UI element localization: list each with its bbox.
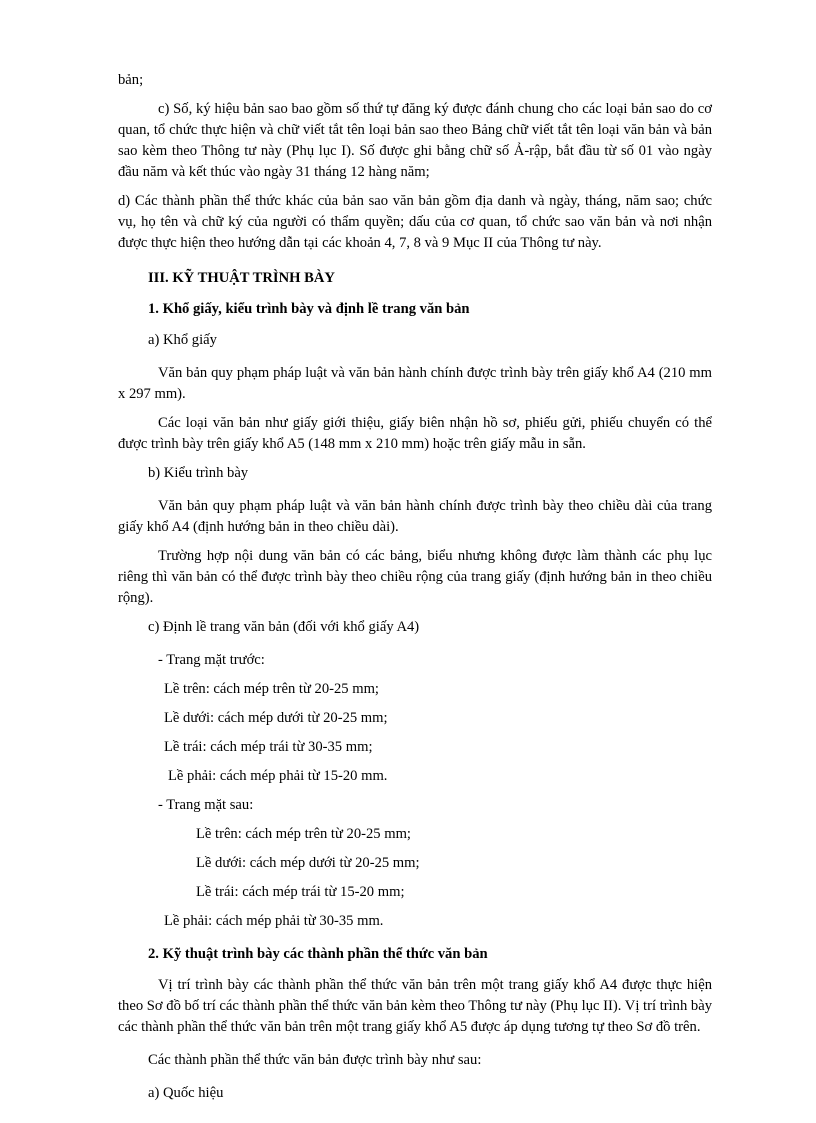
margin-line: Lề dưới: cách mép dưới từ 20-25 mm; <box>196 855 420 871</box>
margin-line: Lề trái: cách mép trái từ 15-20 mm; <box>196 884 405 900</box>
text-line: bản; <box>118 72 144 88</box>
item-c-dinh-le: c) Định lề trang văn bản (đối với khổ giấy A4) <box>148 619 420 635</box>
section-heading-iii: III. KỸ THUẬT TRÌNH BÀY <box>148 270 335 286</box>
item-b-kieu-trinh-bay: b) Kiểu trình bày <box>148 465 249 481</box>
paragraph-cac-thanh-phan: Các thành phần thể thức văn bản được trình bày như sau: <box>148 1052 482 1068</box>
paragraph-chieu-dai: Văn bản quy phạm pháp luật và văn bản hành chính được trình bày theo chiều dài của trang giấy khổ A4 (định hướng bản in theo chiều dài). <box>118 498 712 535</box>
item-a-quoc-hieu: a) Quốc hiệu <box>148 1085 224 1101</box>
list-trang-mat-sau: - Trang mặt sau: <box>158 797 254 813</box>
margin-line: Lề trên: cách mép trên từ 20-25 mm; <box>164 681 379 697</box>
list-trang-mat-truoc: - Trang mặt trước: <box>158 652 265 668</box>
margin-line: Lề dưới: cách mép dưới từ 20-25 mm; <box>164 710 388 726</box>
subsection-heading-2: 2. Kỹ thuật trình bày các thành phần thể thức văn bản <box>148 946 488 962</box>
subsection-heading-1: 1. Khổ giấy, kiểu trình bày và định lề trang văn bản <box>148 301 470 317</box>
paragraph-a4: Văn bản quy phạm pháp luật và văn bản hành chính được trình bày trên giấy khổ A4 (210 mm x 297 mm). <box>118 365 712 402</box>
paragraph-c-so-ky-hieu: c) Số, ký hiệu bản sao bao gồm số thứ tự đăng ký được đánh chung cho các loại bản sao do cơ quan, tổ chức thực hiện và chữ viết tắt tên loại bản sao theo Bảng chữ viết tắt tên loại văn bản và bản sao kèm theo Thông tư này (Phụ lục I). Số được ghi bằng chữ số Ả-rập, bắt đầu từ số 01 vào ngày đầu năm và kết thúc vào ngày 31 tháng 12 hàng năm; <box>118 101 712 180</box>
paragraph-a5: Các loại văn bản như giấy giới thiệu, giấy biên nhận hồ sơ, phiếu gửi, phiếu chuyển có thể được trình bày trên giấy khổ A5 (148 mm x 210 mm) hoặc trên giấy mẫu in sẵn. <box>118 415 712 452</box>
item-a-kho-giay: a) Khổ giấy <box>148 332 217 348</box>
document-page <box>118 70 712 1116</box>
margin-line: Lề phải: cách mép phải từ 30-35 mm. <box>164 913 384 929</box>
margin-line: Lề phải: cách mép phải từ 15-20 mm. <box>168 768 388 784</box>
paragraph-chieu-rong: Trường hợp nội dung văn bản có các bảng, biểu nhưng không được làm thành các phụ lục riêng thì văn bản có thể được trình bày theo chiều rộng của trang giấy (định hướng bản in theo chiều rộng). <box>118 548 712 606</box>
paragraph-d-thanh-phan: d) Các thành phần thể thức khác của bản sao văn bản gồm địa danh và ngày, tháng, năm sao; chức vụ, họ tên và chữ ký của người có thẩm quyền; dấu của cơ quan, tổ chức sao văn bản và nơi nhận được thực hiện theo hướng dẫn tại các khoản 4, 7, 8 và 9 Mục II của Thông tư này. <box>118 193 712 251</box>
margin-line: Lề trên: cách mép trên từ 20-25 mm; <box>196 826 411 842</box>
paragraph-vi-tri-trinh-bay: Vị trí trình bày các thành phần thể thức văn bản trên một trang giấy khổ A4 được thực hiện theo Sơ đồ bố trí các thành phần thể thức văn bản kèm theo Thông tư này (Phụ lục II). Vị trí trình bày các thành phần thể thức văn bản trên một trang giấy khổ A5 được áp dụng tương tự theo Sơ đồ trên. <box>118 977 712 1035</box>
margin-line: Lề trái: cách mép trái từ 30-35 mm; <box>164 739 373 755</box>
